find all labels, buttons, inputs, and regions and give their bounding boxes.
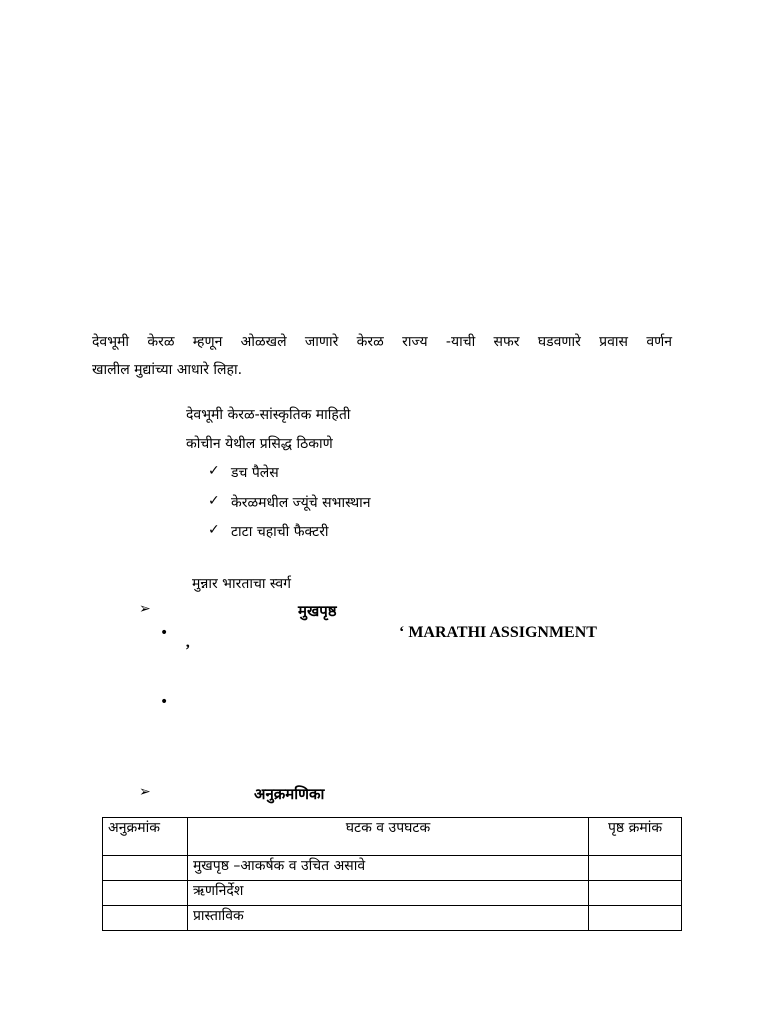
index-table — [102, 817, 682, 931]
point-culture: देवभूमी केरळ-सांस्कृतिक माहिती — [186, 407, 351, 423]
sub-point-synagogue: केरळमधील ज्यूंचे सभास्थान — [231, 495, 371, 511]
table-cell — [103, 856, 188, 881]
table-cell — [589, 906, 682, 931]
table-row — [103, 881, 682, 906]
table-cell: मुखपृष्ठ –आकर्षक व उचित असावे — [187, 856, 588, 881]
sub-point-tata-tea-factory: टाटा चहाची फैक्टरी — [231, 524, 329, 540]
check-icon: ✓ — [208, 522, 220, 538]
table-row — [103, 856, 682, 881]
check-icon: ✓ — [208, 493, 220, 509]
sub-point-dutch-palace: डच पैलेस — [231, 465, 279, 481]
intro-line-2: खालील मुद्यांच्या आधारे लिहा. — [92, 362, 243, 378]
assignment-title: ‘ MARATHI ASSIGNMENT — [399, 624, 597, 641]
point-munnar: मुन्नार भारताचा स्वर्ग — [192, 576, 292, 592]
table-row — [103, 906, 682, 931]
check-icon: ✓ — [208, 463, 220, 479]
table-cell — [589, 856, 682, 881]
table-cell — [103, 881, 188, 906]
bullet-icon: • — [160, 625, 169, 641]
intro-paragraph — [92, 328, 672, 384]
cover-heading: मुखपृष्ठ — [298, 602, 337, 620]
bullet-icon: • — [160, 694, 169, 710]
column-header-serial: अनुक्रमांक — [103, 818, 188, 856]
index-heading: अनुक्रमणिका — [254, 785, 325, 803]
table-cell — [103, 906, 188, 931]
point-kochi-places: कोचीन येथील प्रसिद्ध ठिकाणे — [186, 436, 333, 452]
table-cell: प्रास्ताविक — [187, 906, 588, 931]
table-header-row — [103, 818, 682, 856]
assignment-closing-quote: ’ — [185, 642, 191, 659]
arrow-bullet-icon: ➢ — [139, 601, 151, 617]
arrow-bullet-icon: ➢ — [139, 784, 151, 800]
table-cell: ऋणनिर्देश — [187, 881, 588, 906]
intro-line-1: देवभूमी केरळ म्हणून ओळखले जाणारे केरळ राज्य -याची सफर घडवणारे प्रवास वर्णन — [92, 334, 672, 350]
table-cell — [589, 881, 682, 906]
column-header-topic: घटक व उपघटक — [187, 818, 588, 856]
column-header-page: पृष्ठ क्रमांक — [589, 818, 682, 856]
